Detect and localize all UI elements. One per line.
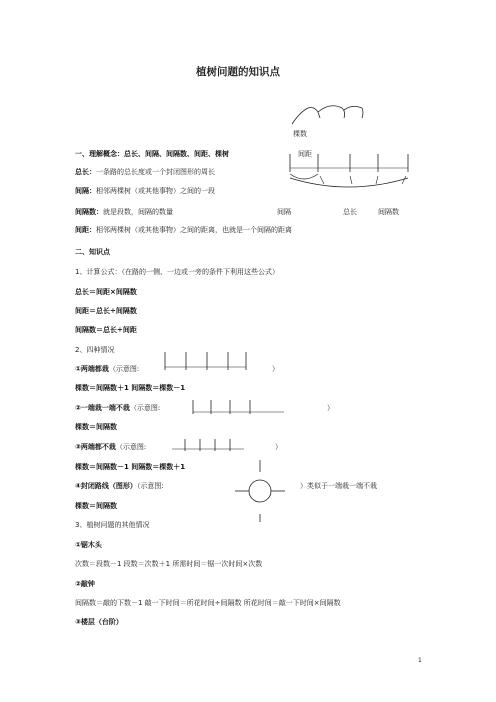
def-total-length-text: 一条路的总长度或一个封闭图形的周长: [96, 168, 215, 176]
case2-line: [75, 404, 160, 413]
tree-count-arrow: [292, 108, 320, 125]
case3-name: ③两端都不栽: [75, 443, 116, 451]
case4-diagram: [232, 458, 288, 524]
case1-line: [75, 365, 139, 374]
case1-hint: （示意图:: [108, 365, 140, 373]
formula-total-length: 总长＝间距×间隔数: [75, 288, 137, 296]
label-interval: 间隔: [277, 208, 291, 216]
label-interval-count: 间隔数: [378, 208, 399, 216]
case3-hint: （示意图:: [115, 443, 147, 451]
def-spacing-text: 相邻两棵树（或其他事物）之间的距离，也就是一个间隔的距离: [96, 226, 292, 234]
label-spacing: 间距: [298, 150, 312, 158]
def-interval-count: [75, 208, 173, 217]
case4-line: [75, 482, 164, 491]
spacing-brace: [290, 174, 318, 179]
page-title: 植树问题的知识点: [196, 66, 280, 78]
case3-diagram: [170, 437, 250, 455]
term-spacing: 间距：: [75, 226, 96, 234]
term-interval-count: 间隔数：: [75, 208, 103, 216]
four-cases-heading: 2、四种情况: [75, 346, 115, 354]
case2-name: ②一端栽一端不栽: [75, 404, 130, 412]
case2-hint: （示意图:: [129, 404, 161, 412]
case4-name: ④封闭路线（图形）: [75, 482, 137, 490]
def-interval-text: 相邻两棵树（或其他事物）之间的一段: [96, 187, 215, 195]
clock-heading: ②敲钟: [75, 580, 95, 588]
sawing-heading: ①锯木头: [75, 541, 102, 549]
case1-diagram: [160, 350, 250, 372]
section2-heading: 二、知识点: [75, 248, 110, 256]
case2-diagram: [188, 398, 288, 418]
case4-hint: （示意图:: [136, 482, 164, 490]
def-interval-count-text: 就是段数，间隔的数量: [103, 208, 173, 216]
def-interval: [75, 187, 215, 196]
closed-route-circle: [249, 480, 271, 502]
case3-formula: 棵数＝间隔数－1 间隔数＝棵数＋1: [75, 463, 186, 471]
case1-name: ①两端都栽: [75, 365, 109, 373]
section3-heading: 3、植树问题的其他情况: [75, 521, 150, 529]
def-spacing: [75, 226, 292, 235]
case1-close: ）: [272, 365, 279, 373]
formula-spacing: 间距＝总长÷间隔数: [75, 307, 137, 315]
formula-intro: 1、计算公式：（在路的一侧、一边或一旁的条件下利用这些公式）: [75, 268, 279, 276]
term-interval: 间隔：: [75, 187, 96, 195]
total-brace: [290, 178, 408, 187]
label-tree-count: 棵数: [293, 130, 307, 138]
case4-formula: 棵数＝间隔数: [75, 502, 117, 510]
case3-line: [75, 443, 146, 452]
term-total-length: 总长：: [75, 168, 96, 176]
tree-count-arrow-3: [344, 106, 363, 118]
interval-count-ticks: [320, 176, 406, 184]
case3-close: ）: [275, 443, 282, 451]
section1-heading: 一、理解概念：总长、间隔、间隔数、间距、棵树: [75, 150, 229, 158]
page-number: 1: [418, 657, 422, 664]
label-total: 总长: [343, 208, 357, 216]
case2-formula: 棵数＝间隔数: [75, 423, 117, 431]
case4-close: ）类似于一端栽一端不栽: [300, 482, 377, 490]
def-total-length: [75, 168, 215, 177]
case1-formula: 棵数＝间隔数＋1 间隔数＝棵数－1: [75, 384, 186, 392]
clock-formula: 间隔数＝敲的下数－1 敲一下时间＝所花时间÷间隔数 所花时间＝敲一下时间×间隔数: [75, 599, 341, 607]
formula-interval-count: 间隔数＝总长÷间距: [75, 326, 137, 334]
sawing-formula: 次数＝段数－1 段数＝次数＋1 所需时间＝锯一次时间×次数: [75, 560, 263, 568]
stairs-heading: ③楼层（台阶）: [75, 618, 123, 626]
tree-count-arrow-2: [318, 106, 345, 118]
case2-close: ）: [327, 404, 334, 412]
